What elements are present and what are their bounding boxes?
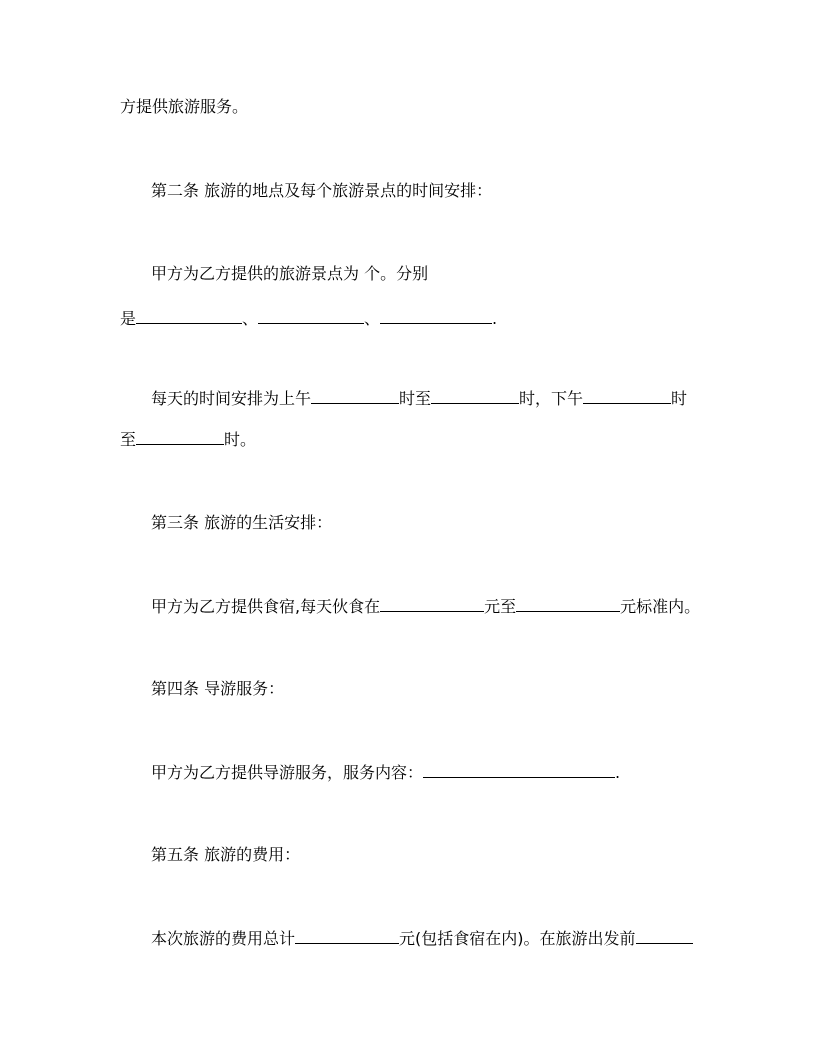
text-line-5 bbox=[151, 387, 687, 409]
article-4-heading bbox=[151, 678, 284, 700]
line-text: 元至 bbox=[484, 597, 517, 616]
blank-field[interactable] bbox=[380, 307, 492, 324]
text-line-8 bbox=[151, 595, 700, 617]
text-line-4 bbox=[120, 307, 497, 329]
line-text: 第五条 旅游的费用： bbox=[151, 845, 301, 864]
line-text: 甲方为乙方提供食宿,每天伙食在 bbox=[151, 597, 381, 616]
line-text: 、 bbox=[364, 309, 381, 328]
blank-field[interactable] bbox=[636, 927, 693, 944]
line-text: 第四条 导游服务： bbox=[151, 679, 285, 698]
article-5-heading bbox=[151, 844, 300, 866]
blank-field[interactable] bbox=[295, 927, 399, 944]
line-text: 时至 bbox=[399, 389, 432, 408]
line-text: 每天的时间安排为上午 bbox=[151, 389, 312, 408]
line-text: 元(包括食宿在内)。在旅游出发前 bbox=[399, 929, 636, 948]
text-line-6 bbox=[120, 428, 256, 450]
text-line-10 bbox=[151, 761, 620, 783]
blank-field[interactable] bbox=[516, 595, 620, 612]
blank-field[interactable] bbox=[583, 387, 671, 404]
line-text: . bbox=[615, 763, 621, 782]
line-text: 方提供旅游服务。 bbox=[120, 97, 249, 116]
blank-field[interactable] bbox=[311, 387, 399, 404]
article-2-heading bbox=[151, 180, 492, 202]
line-text: . bbox=[492, 309, 498, 328]
blank-field[interactable] bbox=[136, 428, 224, 445]
text-line-12 bbox=[151, 927, 693, 949]
blank-field[interactable] bbox=[258, 307, 364, 324]
line-text: 至 bbox=[120, 430, 137, 449]
line-text: 第二条 旅游的地点及每个旅游景点的时间安排： bbox=[151, 181, 493, 200]
text-line-1 bbox=[120, 96, 248, 118]
blank-field[interactable] bbox=[136, 307, 242, 324]
text-line-3 bbox=[151, 263, 428, 285]
line-text: 时，下午 bbox=[519, 389, 584, 408]
line-text: 、 bbox=[242, 309, 259, 328]
line-text: 是 bbox=[120, 309, 137, 328]
line-text: 时。 bbox=[224, 430, 257, 449]
line-text: 第三条 旅游的生活安排： bbox=[151, 513, 333, 532]
line-text: 甲方为乙方提供导游服务，服务内容： bbox=[151, 763, 424, 782]
line-text: 甲方为乙方提供的旅游景点为 个。分别 bbox=[151, 264, 429, 283]
line-text: 时 bbox=[671, 389, 688, 408]
blank-field[interactable] bbox=[431, 387, 519, 404]
line-text: 本次旅游的费用总计 bbox=[151, 929, 296, 948]
article-3-heading bbox=[151, 512, 332, 534]
blank-field[interactable] bbox=[380, 595, 484, 612]
blank-field[interactable] bbox=[423, 761, 615, 778]
line-text: 元标准内。 bbox=[620, 597, 701, 616]
